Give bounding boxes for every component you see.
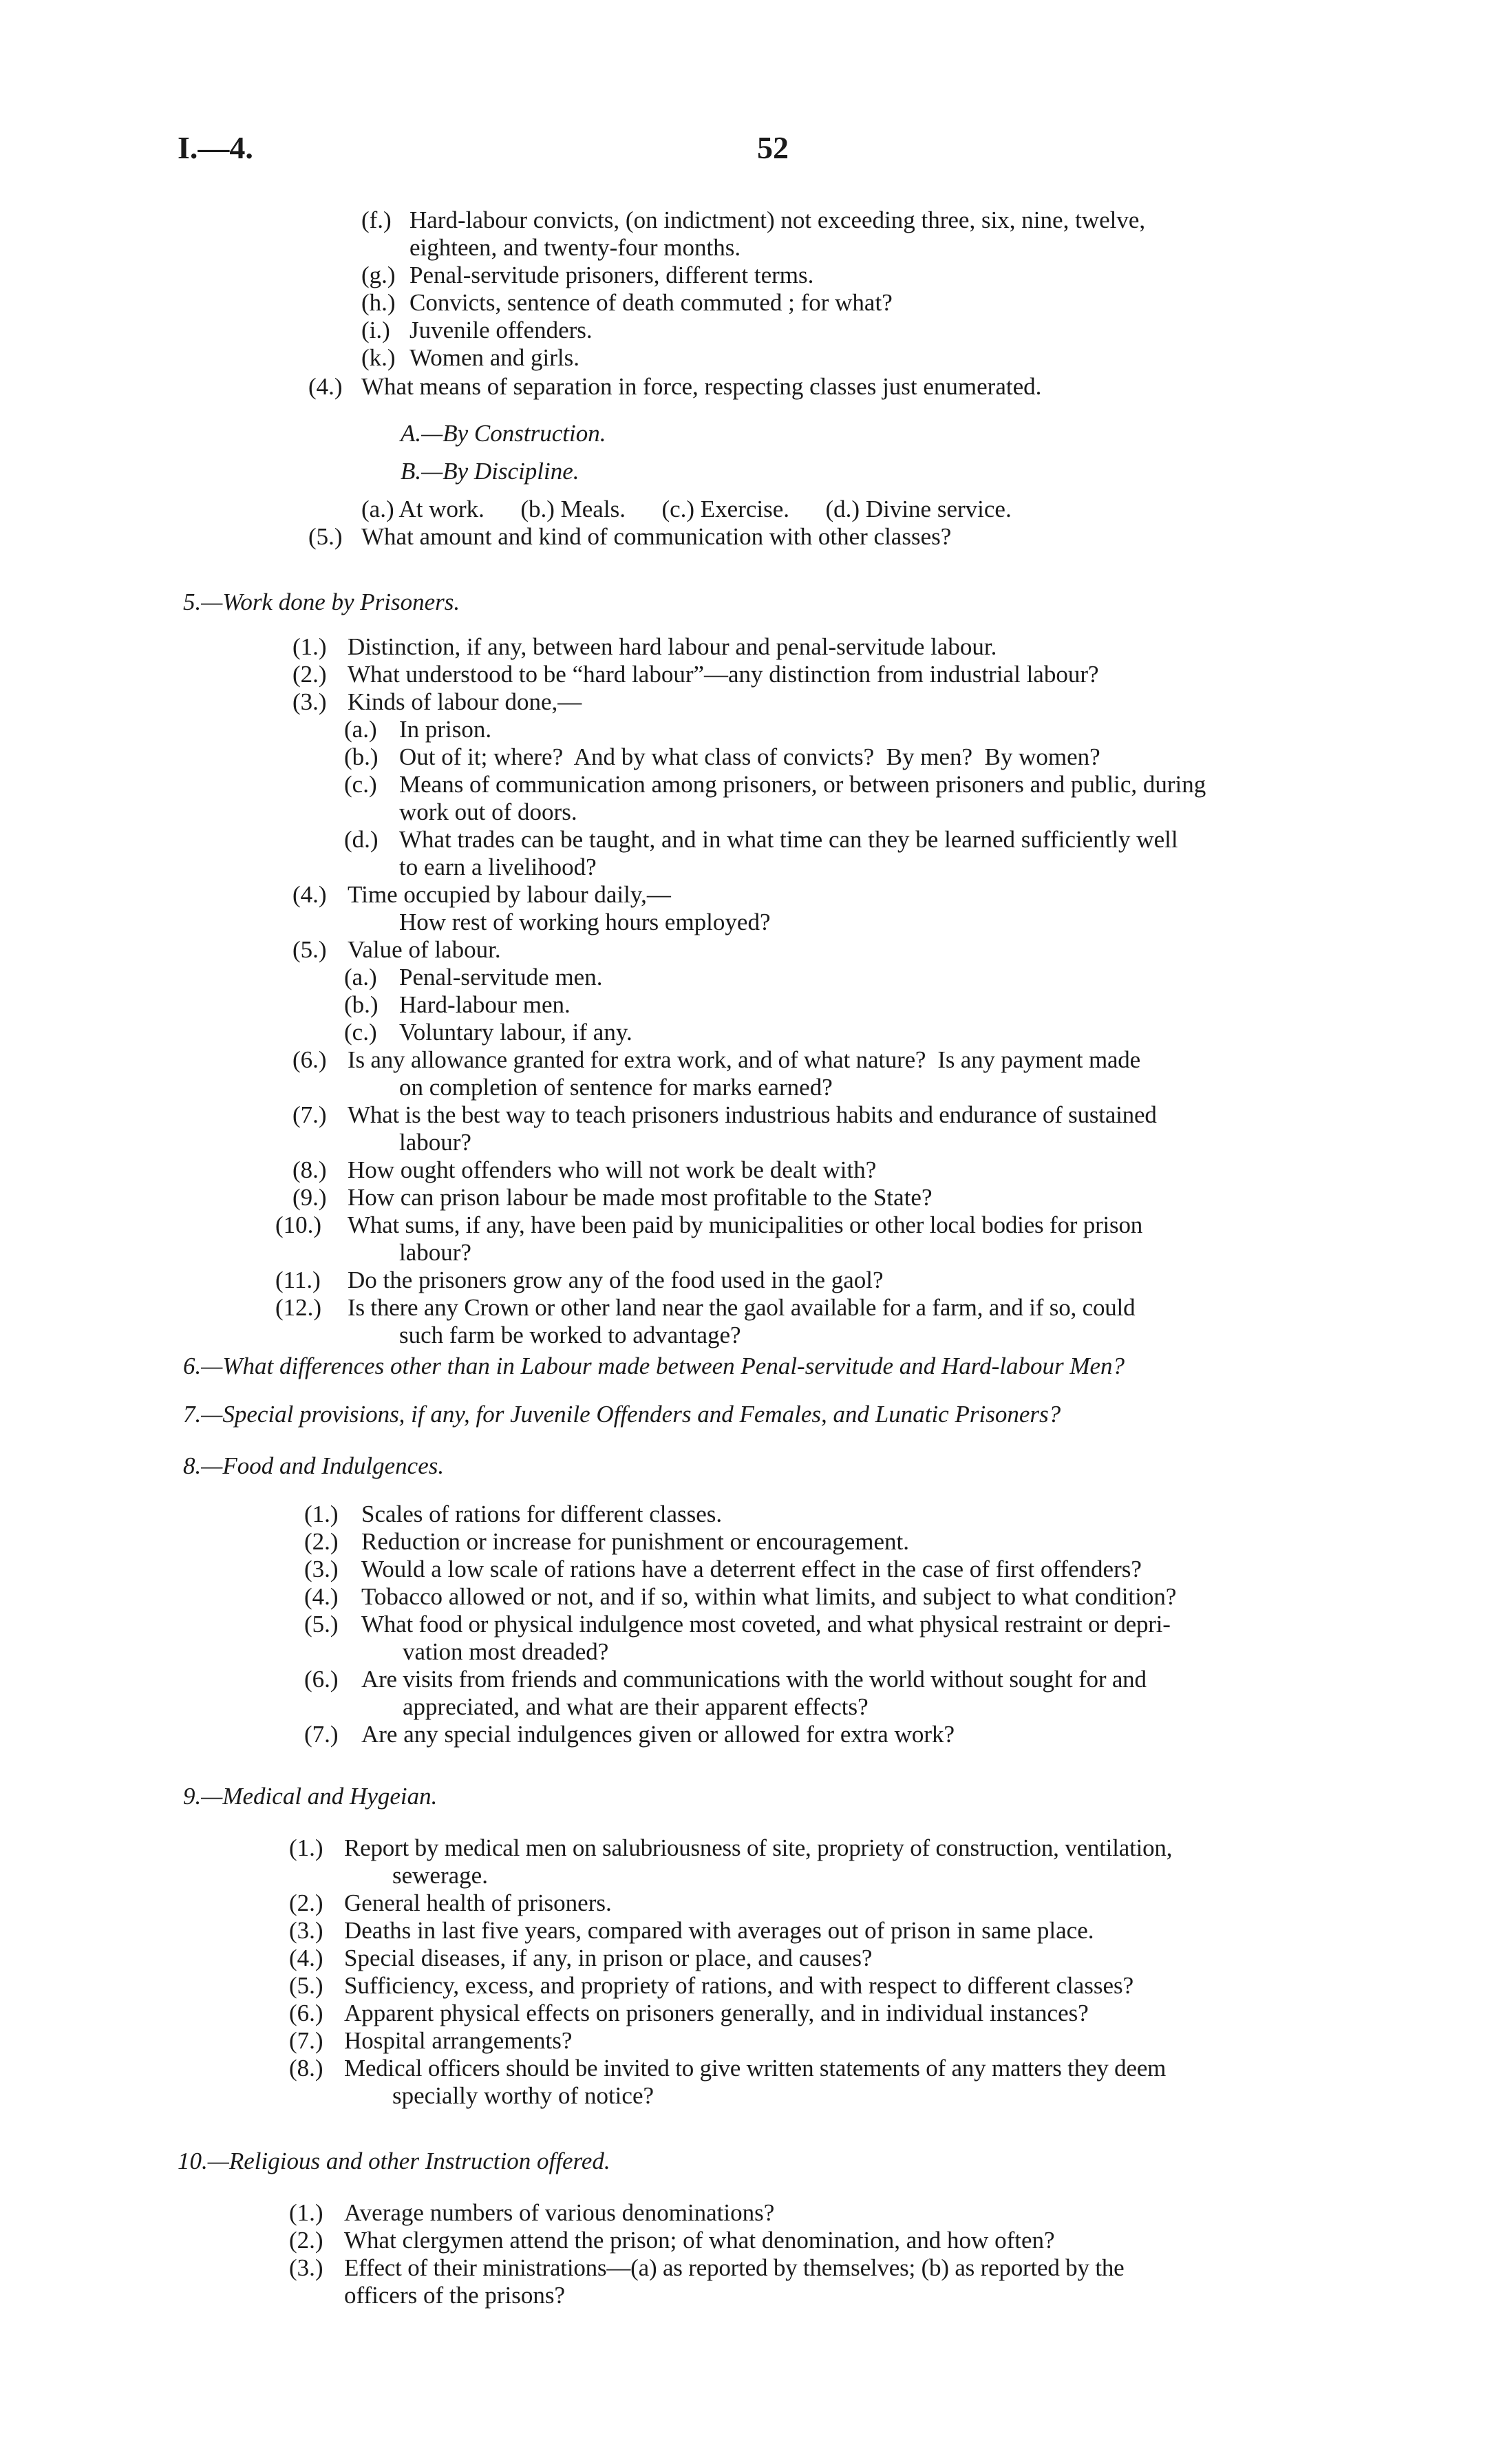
- document-reference: I.—4.: [178, 130, 253, 165]
- subheading-discipline: B.—By Discipline.: [401, 458, 579, 485]
- list-item-num: (3.): [292, 688, 327, 715]
- list-item-num: (b.): [344, 743, 379, 770]
- list-item-cont: labour?: [399, 1129, 471, 1156]
- list-item-cont: officers of the prisons?: [344, 2282, 566, 2309]
- list-item-num: (1.): [292, 633, 327, 660]
- list-item: Sufficiency, excess, and propriety of rations, and with respect to different classes?: [344, 1972, 1134, 1999]
- list-item-cont: to earn a livelihood?: [399, 854, 597, 880]
- list-item-num: (10.): [275, 1211, 322, 1238]
- list-item: Value of labour.: [348, 936, 501, 963]
- list-item-num: (8.): [289, 2055, 323, 2081]
- list-item: Voluntary labour, if any.: [399, 1019, 632, 1046]
- list-item-num: (8.): [292, 1156, 327, 1183]
- list-item: Scales of rations for different classes.: [361, 1501, 723, 1527]
- list-item: Penal-servitude men.: [399, 964, 603, 991]
- list-item: Distinction, if any, between hard labour and penal-servitude labour.: [348, 633, 997, 660]
- list-item: Hospital arrangements?: [344, 2027, 573, 2054]
- list-item: What amount and kind of communication with other classes?: [361, 523, 952, 550]
- list-item: Convicts, sentence of death commuted ; for what?: [409, 289, 893, 316]
- list-item-num: (4.): [289, 1945, 323, 1971]
- list-item-num: (2.): [304, 1528, 339, 1555]
- list-item-num: (3.): [289, 2254, 323, 2281]
- section-7-title: 7.—Special provisions, if any, for Juvenile Offenders and Females, and Lunatic Prisoners?: [183, 1401, 1061, 1428]
- list-item: Do the prisoners grow any of the food used in the gaol?: [348, 1267, 884, 1293]
- list-item-num: (b.): [344, 991, 379, 1018]
- list-item-num: (2.): [289, 2227, 323, 2254]
- list-item-num: (12.): [275, 1294, 322, 1321]
- list-item: Is there any Crown or other land near the gaol available for a farm, and if so, could: [348, 1294, 1136, 1321]
- subheading-construction: A.—By Construction.: [401, 420, 606, 447]
- list-item: Women and girls.: [409, 344, 579, 371]
- list-item-num: (h.): [361, 289, 396, 316]
- section-title: 10.—Religious and other Instruction offered.: [178, 2148, 610, 2174]
- list-item: Report by medical men on salubriousness of site, propriety of construction, ventilation,: [344, 1834, 1173, 1861]
- list-item-cont: work out of doors.: [399, 798, 577, 825]
- list-item: Penal-servitude prisoners, different terms.: [409, 262, 814, 288]
- list-item-num: (g.): [361, 262, 396, 288]
- list-item: What sums, if any, have been paid by municipalities or other local bodies for prison: [348, 1211, 1143, 1238]
- list-item-num: (d.): [344, 826, 379, 853]
- list-item-cont: specially worthy of notice?: [392, 2082, 654, 2109]
- list-item-num: (6.): [289, 2000, 323, 2026]
- list-item-num: (f.): [361, 206, 392, 233]
- list-item: Means of communication among prisoners, or between prisoners and public, during: [399, 771, 1206, 798]
- list-item-num: (5.): [289, 1972, 323, 1999]
- list-item-num: (a.): [344, 964, 377, 991]
- list-item: Tobacco allowed or not, and if so, within what limits, and subject to what condition?: [361, 1583, 1177, 1610]
- list-item: Are visits from friends and communications with the world without sought for and: [361, 1666, 1147, 1693]
- list-item: Would a low scale of rations have a deterrent effect in the case of first offenders?: [361, 1556, 1142, 1582]
- list-item-num: (5.): [304, 1611, 339, 1638]
- list-item-num: (2.): [289, 1889, 323, 1916]
- list-item-num: (3.): [304, 1556, 339, 1582]
- list-item-num: (7.): [304, 1721, 339, 1748]
- list-item-num: (9.): [292, 1184, 327, 1211]
- list-item: What trades can be taught, and in what time can they be learned sufficiently well: [399, 826, 1178, 853]
- list-item: In prison.: [399, 716, 492, 743]
- list-item: How can prison labour be made most profitable to the State?: [348, 1184, 933, 1211]
- list-item-cont: eighteen, and twenty-four months.: [409, 234, 741, 261]
- list-item: Are any special indulgences given or allowed for extra work?: [361, 1721, 955, 1748]
- section-title: 8.—Food and Indulgences.: [183, 1452, 445, 1479]
- list-item: Reduction or increase for punishment or encouragement.: [361, 1528, 909, 1555]
- list-item: Juvenile offenders.: [409, 317, 593, 343]
- list-item: Medical officers should be invited to give written statements of any matters they deem: [344, 2055, 1167, 2081]
- list-item-num: (7.): [289, 2027, 323, 2054]
- list-item-cont: labour?: [399, 1239, 471, 1266]
- list-item: Out of it; where? And by what class of convicts? By men? By women?: [399, 743, 1100, 770]
- list-item-num: (4.): [304, 1583, 339, 1610]
- list-item-num: (4.): [292, 881, 327, 908]
- list-item: Apparent physical effects on prisoners generally, and in individual instances?: [344, 2000, 1089, 2026]
- list-item: Is any allowance granted for extra work, and of what nature? Is any payment made: [348, 1046, 1140, 1073]
- list-item-cont: appreciated, and what are their apparent effects?: [403, 1693, 869, 1720]
- list-item: How ought offenders who will not work be dealt with?: [348, 1156, 877, 1183]
- list-item-cont: vation most dreaded?: [403, 1638, 609, 1665]
- list-item: Hard-labour men.: [399, 991, 571, 1018]
- list-item-num: (5.): [292, 936, 327, 963]
- list-item: What is the best way to teach prisoners industrious habits and endurance of sustained: [348, 1101, 1157, 1128]
- page-number: 52: [757, 130, 789, 165]
- list-item: Hard-labour convicts, (on indictment) not exceeding three, six, nine, twelve,: [409, 206, 1146, 233]
- list-item-num: (a.): [344, 716, 377, 743]
- list-item-num: (1.): [289, 1834, 323, 1861]
- list-item-num: (c.): [344, 771, 377, 798]
- list-item-cont: sewerage.: [392, 1862, 488, 1889]
- list-item-num: (4.): [308, 373, 343, 400]
- list-item: What understood to be “hard labour”—any distinction from industrial labour?: [348, 661, 1099, 688]
- list-item: What means of separation in force, respecting classes just enumerated.: [361, 373, 1042, 400]
- list-item-num: (3.): [289, 1917, 323, 1944]
- list-item-num: (7.): [292, 1101, 327, 1128]
- list-item-num: (6.): [292, 1046, 327, 1073]
- list-item: Deaths in last five years, compared with averages out of prison in same place.: [344, 1917, 1094, 1944]
- list-item-num: (11.): [275, 1267, 321, 1293]
- section-title: 5.—Work done by Prisoners.: [183, 589, 460, 615]
- list-item: Kinds of labour done,—: [348, 688, 582, 715]
- list-item-num: (i.): [361, 317, 390, 343]
- list-item-num: (k.): [361, 344, 396, 371]
- list-item-num: (2.): [292, 661, 327, 688]
- list-item-cont: How rest of working hours employed?: [399, 909, 771, 935]
- list-item-num: (1.): [289, 2199, 323, 2226]
- list-item: What clergymen attend the prison; of what denomination, and how often?: [344, 2227, 1055, 2254]
- list-item-cont: on completion of sentence for marks earned?: [399, 1074, 833, 1101]
- list-item: General health of prisoners.: [344, 1889, 612, 1916]
- list-item: Average numbers of various denominations?: [344, 2199, 775, 2226]
- list-item: What food or physical indulgence most coveted, and what physical restraint or depri-: [361, 1611, 1171, 1638]
- section-title: 9.—Medical and Hygeian.: [183, 1783, 438, 1810]
- list-item-num: (1.): [304, 1501, 339, 1527]
- list-item-num: (c.): [344, 1019, 377, 1046]
- list-item-cont: such farm be worked to advantage?: [399, 1322, 741, 1348]
- list-item: Time occupied by labour daily,—: [348, 881, 671, 908]
- list-item-num: (6.): [304, 1666, 339, 1693]
- discipline-sub-items: (a.) At work. (b.) Meals. (c.) Exercise. (d.) Divine service.: [361, 496, 1012, 522]
- section-6-title: 6.—What differences other than in Labour made between Penal-servitude and Hard-labour Men?: [183, 1353, 1125, 1379]
- list-item-num: (5.): [308, 523, 343, 550]
- list-item: Effect of their ministrations—(a) as reported by themselves; (b) as reported by the: [344, 2254, 1125, 2281]
- list-item: Special diseases, if any, in prison or place, and causes?: [344, 1945, 873, 1971]
